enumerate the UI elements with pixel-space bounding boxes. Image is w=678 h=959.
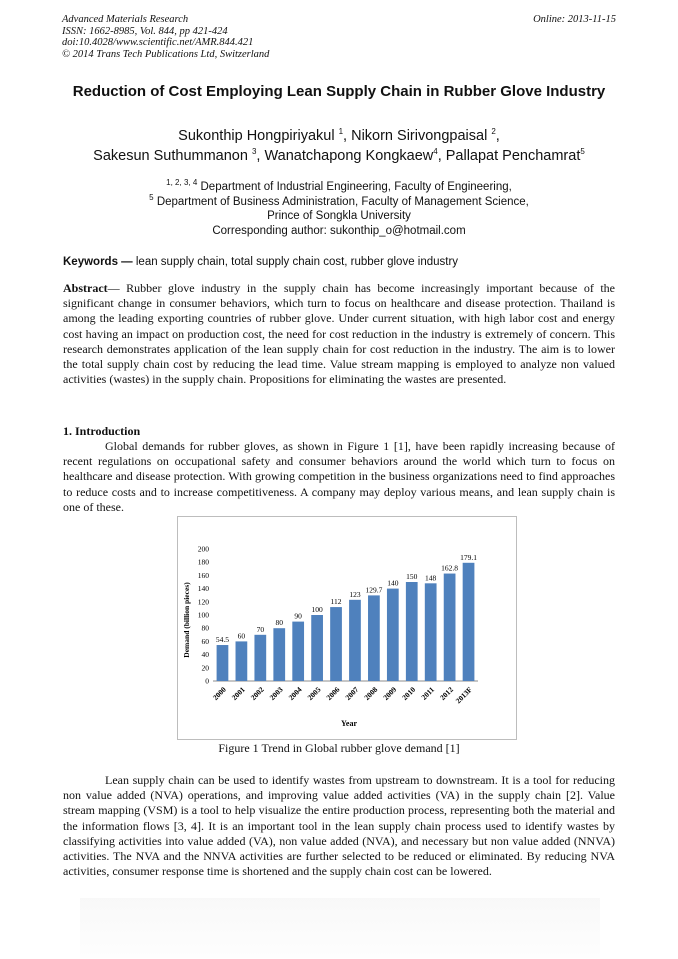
data-label: 90 <box>294 611 302 621</box>
y-tick-label: 180 <box>197 557 209 567</box>
data-label: 123 <box>349 589 361 599</box>
x-tick-label: 2001 <box>229 685 247 703</box>
journal-name: Advanced Materials Research <box>62 14 189 25</box>
intro-paragraph-2: Lean supply chain can be used to identify wastes from upstream to downstream. It is a tool for reducing non value added (NVA) operations, and improving value added activities (VA) in the supply chain [2]. Value stream mapping (VSM) is a tool to help visualize the entire production process, representing both the material and the information flows [3, 4]. It is an important tool in the lean supply chain process used to identify wastes by classifying activities into value added (VA), non value added (NVA), and necessary but non value added (NNVA) activities. The NVA and the NNVA activities are further selected to be reduced or eliminated. By reducing NVA activities, consumer response time is shortened and the supply chain cost can be lowered. <box>63 773 615 879</box>
author-2-sup: 2 <box>491 127 496 137</box>
journal-header <box>62 14 269 60</box>
x-tick-label: 2010 <box>400 685 418 703</box>
intro-paragraph-1: Global demands for rubber gloves, as shown in Figure 1 [1], have been rapidly increasing because of recent regulations on occupational safety and consumer behaviors around the world which turn to focus on healthcare and disease protection. With growing competition in the business organizations need to find approaches to reduce costs and to increase competitiveness. A company may deploy various means, and lean supply chain is one of these. <box>63 439 615 514</box>
y-tick-label: 160 <box>197 570 209 580</box>
y-tick-label: 20 <box>201 663 209 673</box>
author-1-sup: 1 <box>338 127 344 137</box>
paper-title: Reduction of Cost Employing Lean Supply Chain in Rubber Glove Industry <box>72 83 606 100</box>
affiliation-2 <box>60 192 618 210</box>
author-3-sup: 3 <box>251 147 257 157</box>
author-1: Sukonthip Hongpiriyakul <box>178 128 335 144</box>
y-axis-label: Demand (billion pieces) <box>182 582 191 658</box>
data-label: 100 <box>311 605 323 614</box>
author-4: Wanatchapong Kongkaew <box>264 148 434 164</box>
data-label: 129.7 <box>365 585 383 595</box>
bar <box>406 582 418 681</box>
x-tick-label: 2007 <box>343 685 361 703</box>
abstract <box>63 281 615 387</box>
figure-1-caption: Figure 1 Trend in Global rubber glove demand [1] <box>218 741 460 755</box>
bar <box>349 600 361 681</box>
author-list: Sukonthip Hongpiriyakul $^1$, Nikorn Sirivongpaisal $^2$, Sakesun Suthummanon $^3$, Wanatchapong Kongkaew$^4$, Pallapat Penchamrat$^5$ <box>93 127 585 164</box>
y-tick-label: 200 <box>197 544 209 554</box>
bar <box>463 563 475 681</box>
bar <box>368 595 380 681</box>
data-label: 112 <box>330 597 342 607</box>
author-5-sup: 5 <box>580 147 585 157</box>
bar <box>425 583 437 681</box>
author-3: Sakesun Suthummanon <box>93 148 248 164</box>
abstract-text: — Rubber glove industry in the supply chain has become increasingly important because of the significant change in consumer behaviors, which turn to focus on healthcare and disease protection. Thailand is among the leading exporting countries of rubber glove. Under current situation, with high labor cost and energy cost having an impact on production cost, the need for cost reduction in the industry is extremely of concern. This research demonstrates application of the lean supply chain for cost reduction in the industry. The aim is to lower the total supply chain cost by reducing the lead time. Value stream mapping is employed to analyze non valued activities (wastes) in the supply chain. Propositions for eliminating the wastes are presented. <box>63 281 615 387</box>
bar <box>311 615 323 681</box>
affiliation-2-text: Department of Business Administration, Faculty of Management Science, <box>156 195 529 208</box>
abstract-label: Abstract <box>63 281 108 295</box>
affiliation-1-sup: 1, 2, 3, 4 <box>166 178 198 188</box>
bar <box>236 641 248 681</box>
x-tick-label: 2000 <box>210 685 228 703</box>
y-tick-label: 140 <box>197 584 209 594</box>
affiliation-1-text: Department of Industrial Engineering, Faculty of Engineering, <box>200 181 512 193</box>
y-tick-label: 0 <box>205 676 209 686</box>
y-tick-label: 40 <box>201 650 209 660</box>
bar <box>387 589 399 681</box>
data-label: 80 <box>275 618 283 628</box>
x-tick-label: 2004 <box>286 685 304 703</box>
bar <box>292 622 304 681</box>
bar <box>273 628 285 681</box>
x-tick-label: 2009 <box>381 685 399 703</box>
x-axis-label: Year <box>341 719 357 728</box>
x-tick-label: 2005 <box>305 685 323 703</box>
x-tick-label: 2006 <box>324 685 342 703</box>
data-label: 148 <box>425 573 437 583</box>
affiliation-1 <box>60 180 618 195</box>
affiliations <box>60 180 618 238</box>
x-tick-label: 2013F <box>453 685 474 706</box>
keywords-text: lean supply chain, total supply chain cost, rubber glove industry <box>135 256 459 268</box>
y-tick-label: 120 <box>197 597 209 607</box>
data-label: 54.5 <box>215 635 230 645</box>
bar <box>254 635 266 681</box>
affiliation-2-sup: 5 <box>149 192 154 202</box>
online-date: Online: 2013-11-15 <box>533 14 616 25</box>
data-label: 162.8 <box>441 563 459 573</box>
x-tick-label: 2012 <box>438 685 456 703</box>
university: Prince of Songkla University <box>267 210 411 222</box>
author-5: Pallapat Penchamrat <box>445 148 581 164</box>
data-label: 70 <box>256 624 265 634</box>
x-tick-label: 2002 <box>248 685 266 703</box>
x-tick-label: 2011 <box>419 685 437 702</box>
data-label: 179.1 <box>460 552 477 562</box>
y-tick-label: 100 <box>197 610 209 620</box>
author-2: Nikorn Sirivongpaisal <box>351 128 488 144</box>
bar <box>217 645 229 681</box>
keywords <box>63 255 615 269</box>
x-tick-label: 2008 <box>362 685 380 703</box>
author-4-sup: 4 <box>433 147 438 157</box>
issn-line: ISSN: 1662-8985, Vol. 844, pp 421-424 <box>62 25 228 37</box>
corresponding-author: Corresponding author: sukonthip_o@hotmail.com <box>212 224 466 237</box>
page-bottom-fade <box>80 898 600 958</box>
data-label: 150 <box>406 572 418 581</box>
bar <box>444 574 456 681</box>
doi-line: doi:10.4028/www.scientific.net/AMR.844.421 <box>62 37 254 48</box>
figure-1 <box>177 516 517 740</box>
x-tick-label: 2003 <box>267 685 285 703</box>
keywords-label: Keywords — <box>63 256 133 268</box>
copyright-line: © 2014 Trans Tech Publications Ltd, Switzerland <box>62 48 270 60</box>
data-label: 60 <box>237 631 246 641</box>
data-label: 140 <box>387 578 399 588</box>
y-tick-label: 80 <box>201 623 209 633</box>
section-heading-introduction: 1. Introduction <box>63 424 141 438</box>
bar <box>330 607 342 681</box>
y-tick-label: 60 <box>201 636 209 646</box>
bar-chart <box>178 517 516 739</box>
